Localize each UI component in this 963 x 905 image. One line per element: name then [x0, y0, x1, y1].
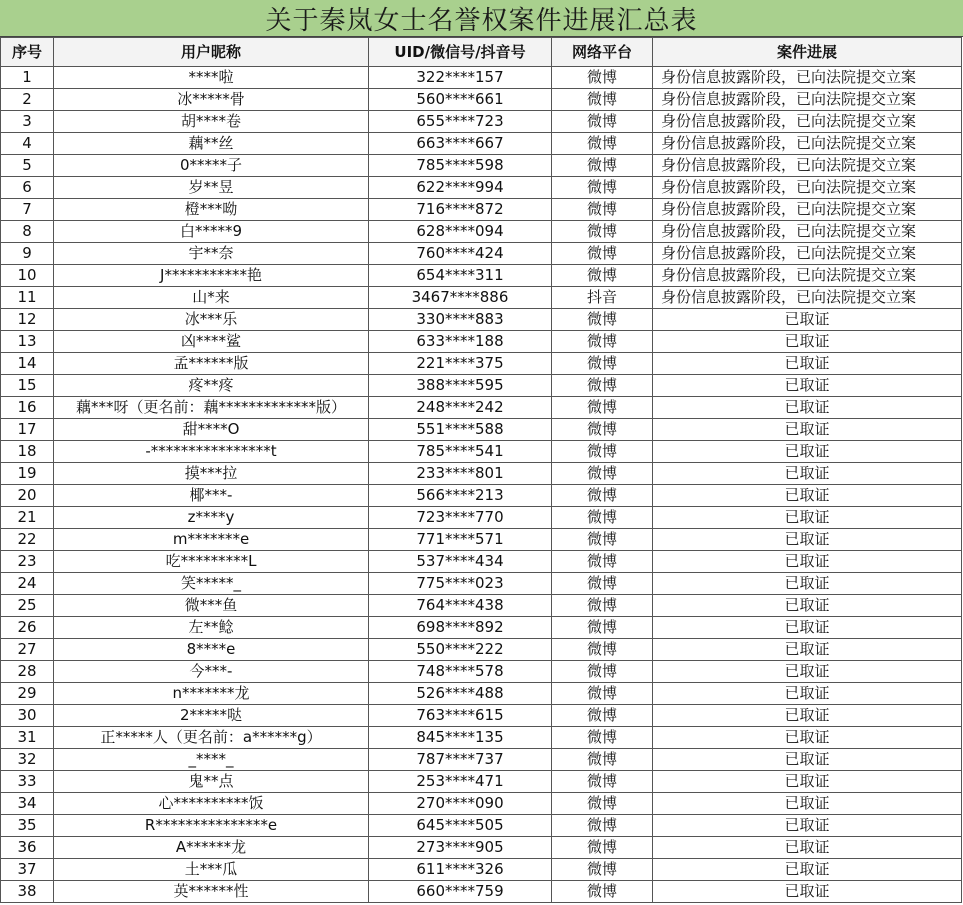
cell-uid: 526****488 — [369, 683, 552, 705]
cell-uid: 654****311 — [369, 265, 552, 287]
cell-seq: 19 — [1, 463, 54, 485]
table-row — [1, 507, 962, 529]
cell-platform: 微博 — [552, 551, 653, 573]
cell-nickname: 冰***乐 — [54, 309, 369, 331]
cell-nickname: 橙***呦 — [54, 199, 369, 221]
cell-seq: 33 — [1, 771, 54, 793]
cell-seq: 31 — [1, 727, 54, 749]
table-row — [1, 859, 962, 881]
cell-uid: 845****135 — [369, 727, 552, 749]
cell-progress: 身份信息披露阶段，已向法院提交立案 — [653, 133, 962, 155]
table-row — [1, 793, 962, 815]
cell-platform: 微博 — [552, 221, 653, 243]
cell-nickname: 吃*********L — [54, 551, 369, 573]
cell-uid: 3467****886 — [369, 287, 552, 309]
table-row — [1, 155, 962, 177]
cell-seq: 12 — [1, 309, 54, 331]
cell-nickname: 今***- — [54, 661, 369, 683]
header-platform: 网络平台 — [552, 38, 653, 67]
cell-seq: 11 — [1, 287, 54, 309]
cell-progress: 身份信息披露阶段，已向法院提交立案 — [653, 221, 962, 243]
cell-platform: 微博 — [552, 595, 653, 617]
cell-uid: 560****661 — [369, 89, 552, 111]
table-row — [1, 573, 962, 595]
cell-platform: 微博 — [552, 661, 653, 683]
cell-platform: 微博 — [552, 683, 653, 705]
cell-nickname: ****啦 — [54, 67, 369, 89]
cell-seq: 2 — [1, 89, 54, 111]
cell-seq: 32 — [1, 749, 54, 771]
cell-nickname: n*******龙 — [54, 683, 369, 705]
cell-nickname: 甜****O — [54, 419, 369, 441]
cell-progress: 已取证 — [653, 573, 962, 595]
cell-seq: 16 — [1, 397, 54, 419]
cell-uid: 775****023 — [369, 573, 552, 595]
cell-nickname: 笑*****_ — [54, 573, 369, 595]
table-row — [1, 441, 962, 463]
cell-platform: 微博 — [552, 155, 653, 177]
cell-seq: 34 — [1, 793, 54, 815]
cell-seq: 30 — [1, 705, 54, 727]
cell-uid: 698****892 — [369, 617, 552, 639]
cell-platform: 微博 — [552, 727, 653, 749]
cell-uid: 233****801 — [369, 463, 552, 485]
cell-seq: 37 — [1, 859, 54, 881]
table-row — [1, 683, 962, 705]
table-row — [1, 727, 962, 749]
cell-progress: 已取证 — [653, 727, 962, 749]
table-row — [1, 375, 962, 397]
cell-nickname: 胡****卷 — [54, 111, 369, 133]
cell-uid: 633****188 — [369, 331, 552, 353]
cell-nickname: 2*****哒 — [54, 705, 369, 727]
table-row — [1, 749, 962, 771]
cell-platform: 微博 — [552, 199, 653, 221]
table-row — [1, 837, 962, 859]
table-row — [1, 67, 962, 89]
cell-seq: 9 — [1, 243, 54, 265]
cell-nickname: R***************e — [54, 815, 369, 837]
cell-uid: 270****090 — [369, 793, 552, 815]
header-row — [1, 38, 962, 67]
cell-uid: 764****438 — [369, 595, 552, 617]
table-row — [1, 353, 962, 375]
cell-uid: 611****326 — [369, 859, 552, 881]
cell-platform: 微博 — [552, 265, 653, 287]
cell-uid: 322****157 — [369, 67, 552, 89]
cell-progress: 已取证 — [653, 463, 962, 485]
cell-uid: 330****883 — [369, 309, 552, 331]
cell-platform: 微博 — [552, 353, 653, 375]
cell-platform: 微博 — [552, 419, 653, 441]
cell-platform: 微博 — [552, 67, 653, 89]
cell-seq: 8 — [1, 221, 54, 243]
cell-platform: 微博 — [552, 573, 653, 595]
cell-seq: 20 — [1, 485, 54, 507]
cell-platform: 微博 — [552, 507, 653, 529]
cell-nickname: 8****e — [54, 639, 369, 661]
table-row — [1, 331, 962, 353]
cell-progress: 已取证 — [653, 551, 962, 573]
cell-platform: 抖音 — [552, 287, 653, 309]
cell-progress: 身份信息披露阶段，已向法院提交立案 — [653, 243, 962, 265]
cell-progress: 已取证 — [653, 507, 962, 529]
header-uid: UID/微信号/抖音号 — [369, 38, 552, 67]
cell-platform: 微博 — [552, 881, 653, 903]
cell-progress: 已取证 — [653, 771, 962, 793]
cell-nickname: 宇**奈 — [54, 243, 369, 265]
table-row — [1, 221, 962, 243]
table-row — [1, 529, 962, 551]
cell-nickname: J***********艳 — [54, 265, 369, 287]
cell-seq: 21 — [1, 507, 54, 529]
cell-seq: 5 — [1, 155, 54, 177]
cell-progress: 已取证 — [653, 793, 962, 815]
cell-platform: 微博 — [552, 89, 653, 111]
cell-platform: 微博 — [552, 441, 653, 463]
cell-seq: 1 — [1, 67, 54, 89]
cell-seq: 15 — [1, 375, 54, 397]
cell-nickname: 椰***- — [54, 485, 369, 507]
cell-progress: 身份信息披露阶段，已向法院提交立案 — [653, 155, 962, 177]
cell-uid: 771****571 — [369, 529, 552, 551]
cell-nickname: 鬼**点 — [54, 771, 369, 793]
cell-platform: 微博 — [552, 397, 653, 419]
cell-platform: 微博 — [552, 617, 653, 639]
cell-platform: 微博 — [552, 859, 653, 881]
cell-progress: 已取证 — [653, 749, 962, 771]
case-progress-table — [0, 37, 962, 903]
table-row — [1, 815, 962, 837]
table-row — [1, 485, 962, 507]
cell-uid: 566****213 — [369, 485, 552, 507]
table-row — [1, 771, 962, 793]
cell-nickname: z****y — [54, 507, 369, 529]
cell-progress: 已取证 — [653, 397, 962, 419]
cell-seq: 35 — [1, 815, 54, 837]
cell-progress: 已取证 — [653, 529, 962, 551]
cell-nickname: 藕***呀（更名前：藕*************版） — [54, 397, 369, 419]
cell-platform: 微博 — [552, 375, 653, 397]
header-nickname: 用户昵称 — [54, 38, 369, 67]
cell-nickname: 0*****子 — [54, 155, 369, 177]
cell-uid: 537****434 — [369, 551, 552, 573]
cell-nickname: 山*来 — [54, 287, 369, 309]
table-row — [1, 661, 962, 683]
cell-seq: 22 — [1, 529, 54, 551]
cell-uid: 748****578 — [369, 661, 552, 683]
cell-seq: 36 — [1, 837, 54, 859]
cell-platform: 微博 — [552, 111, 653, 133]
cell-uid: 763****615 — [369, 705, 552, 727]
cell-uid: 785****541 — [369, 441, 552, 463]
header-seq: 序号 — [1, 38, 54, 67]
cell-progress: 已取证 — [653, 485, 962, 507]
table-row — [1, 397, 962, 419]
cell-platform: 微博 — [552, 749, 653, 771]
cell-platform: 微博 — [552, 771, 653, 793]
cell-uid: 655****723 — [369, 111, 552, 133]
table-row — [1, 419, 962, 441]
cell-progress: 已取证 — [653, 441, 962, 463]
table-row — [1, 133, 962, 155]
cell-progress: 身份信息披露阶段，已向法院提交立案 — [653, 199, 962, 221]
cell-nickname: 正*****人（更名前：a******g） — [54, 727, 369, 749]
table-row — [1, 265, 962, 287]
header-progress: 案件进展 — [653, 38, 962, 67]
cell-seq: 38 — [1, 881, 54, 903]
cell-seq: 24 — [1, 573, 54, 595]
cell-progress: 已取证 — [653, 331, 962, 353]
cell-uid: 645****505 — [369, 815, 552, 837]
cell-seq: 23 — [1, 551, 54, 573]
cell-nickname: -****************t — [54, 441, 369, 463]
table-row — [1, 243, 962, 265]
cell-progress: 已取证 — [653, 595, 962, 617]
cell-progress: 身份信息披露阶段，已向法院提交立案 — [653, 67, 962, 89]
page-title: 关于秦岚女士名誉权案件进展汇总表 — [265, 5, 698, 36]
cell-uid: 760****424 — [369, 243, 552, 265]
table-row — [1, 111, 962, 133]
table-row — [1, 881, 962, 903]
cell-nickname: 微***鱼 — [54, 595, 369, 617]
cell-uid: 550****222 — [369, 639, 552, 661]
cell-nickname: 凶****鲨 — [54, 331, 369, 353]
cell-uid: 551****588 — [369, 419, 552, 441]
cell-nickname: 土***瓜 — [54, 859, 369, 881]
cell-uid: 388****595 — [369, 375, 552, 397]
cell-seq: 4 — [1, 133, 54, 155]
cell-progress: 已取证 — [653, 375, 962, 397]
cell-platform: 微博 — [552, 639, 653, 661]
cell-progress: 已取证 — [653, 309, 962, 331]
table-row — [1, 463, 962, 485]
cell-seq: 13 — [1, 331, 54, 353]
cell-seq: 26 — [1, 617, 54, 639]
cell-nickname: 心**********饭 — [54, 793, 369, 815]
cell-uid: 248****242 — [369, 397, 552, 419]
cell-nickname: 岁**昱 — [54, 177, 369, 199]
cell-progress: 已取证 — [653, 859, 962, 881]
cell-progress: 已取证 — [653, 815, 962, 837]
cell-uid: 660****759 — [369, 881, 552, 903]
cell-uid: 716****872 — [369, 199, 552, 221]
cell-platform: 微博 — [552, 529, 653, 551]
cell-uid: 787****737 — [369, 749, 552, 771]
cell-nickname: m*******e — [54, 529, 369, 551]
cell-platform: 微博 — [552, 793, 653, 815]
cell-platform: 微博 — [552, 177, 653, 199]
cell-uid: 628****094 — [369, 221, 552, 243]
cell-seq: 10 — [1, 265, 54, 287]
cell-nickname: 摸***拉 — [54, 463, 369, 485]
cell-nickname: 白*****9 — [54, 221, 369, 243]
cell-seq: 6 — [1, 177, 54, 199]
cell-progress: 已取证 — [653, 837, 962, 859]
cell-nickname: _****_ — [54, 749, 369, 771]
table-row — [1, 89, 962, 111]
cell-platform: 微博 — [552, 331, 653, 353]
cell-progress: 已取证 — [653, 881, 962, 903]
table-row — [1, 309, 962, 331]
cell-platform: 微博 — [552, 133, 653, 155]
cell-uid: 273****905 — [369, 837, 552, 859]
table-row — [1, 617, 962, 639]
table-row — [1, 639, 962, 661]
cell-uid: 785****598 — [369, 155, 552, 177]
cell-seq: 28 — [1, 661, 54, 683]
table-title-bar — [0, 0, 963, 37]
cell-progress: 身份信息披露阶段，已向法院提交立案 — [653, 287, 962, 309]
cell-progress: 已取证 — [653, 683, 962, 705]
cell-progress: 已取证 — [653, 705, 962, 727]
table-row — [1, 595, 962, 617]
cell-progress: 已取证 — [653, 419, 962, 441]
cell-uid: 622****994 — [369, 177, 552, 199]
table-row — [1, 551, 962, 573]
cell-seq: 25 — [1, 595, 54, 617]
table-row — [1, 199, 962, 221]
cell-seq: 3 — [1, 111, 54, 133]
cell-progress: 已取证 — [653, 353, 962, 375]
cell-nickname: 左**鲶 — [54, 617, 369, 639]
cell-platform: 微博 — [552, 705, 653, 727]
cell-seq: 14 — [1, 353, 54, 375]
cell-seq: 27 — [1, 639, 54, 661]
table-row — [1, 287, 962, 309]
cell-nickname: 藕**丝 — [54, 133, 369, 155]
cell-seq: 7 — [1, 199, 54, 221]
cell-progress: 身份信息披露阶段，已向法院提交立案 — [653, 89, 962, 111]
cell-platform: 微博 — [552, 837, 653, 859]
cell-seq: 17 — [1, 419, 54, 441]
cell-progress: 已取证 — [653, 617, 962, 639]
cell-nickname: A******龙 — [54, 837, 369, 859]
cell-progress: 身份信息披露阶段，已向法院提交立案 — [653, 177, 962, 199]
cell-progress: 已取证 — [653, 661, 962, 683]
cell-uid: 723****770 — [369, 507, 552, 529]
cell-platform: 微博 — [552, 815, 653, 837]
cell-platform: 微博 — [552, 463, 653, 485]
cell-nickname: 孟******版 — [54, 353, 369, 375]
cell-progress: 身份信息披露阶段，已向法院提交立案 — [653, 111, 962, 133]
table-body — [1, 67, 962, 903]
table-row — [1, 705, 962, 727]
cell-uid: 253****471 — [369, 771, 552, 793]
cell-progress: 身份信息披露阶段，已向法院提交立案 — [653, 265, 962, 287]
cell-platform: 微博 — [552, 243, 653, 265]
cell-platform: 微博 — [552, 309, 653, 331]
cell-nickname: 冰*****骨 — [54, 89, 369, 111]
cell-nickname: 英******性 — [54, 881, 369, 903]
cell-seq: 29 — [1, 683, 54, 705]
cell-nickname: 疼**疼 — [54, 375, 369, 397]
cell-progress: 已取证 — [653, 639, 962, 661]
table-row — [1, 177, 962, 199]
cell-seq: 18 — [1, 441, 54, 463]
cell-uid: 663****667 — [369, 133, 552, 155]
cell-platform: 微博 — [552, 485, 653, 507]
cell-uid: 221****375 — [369, 353, 552, 375]
